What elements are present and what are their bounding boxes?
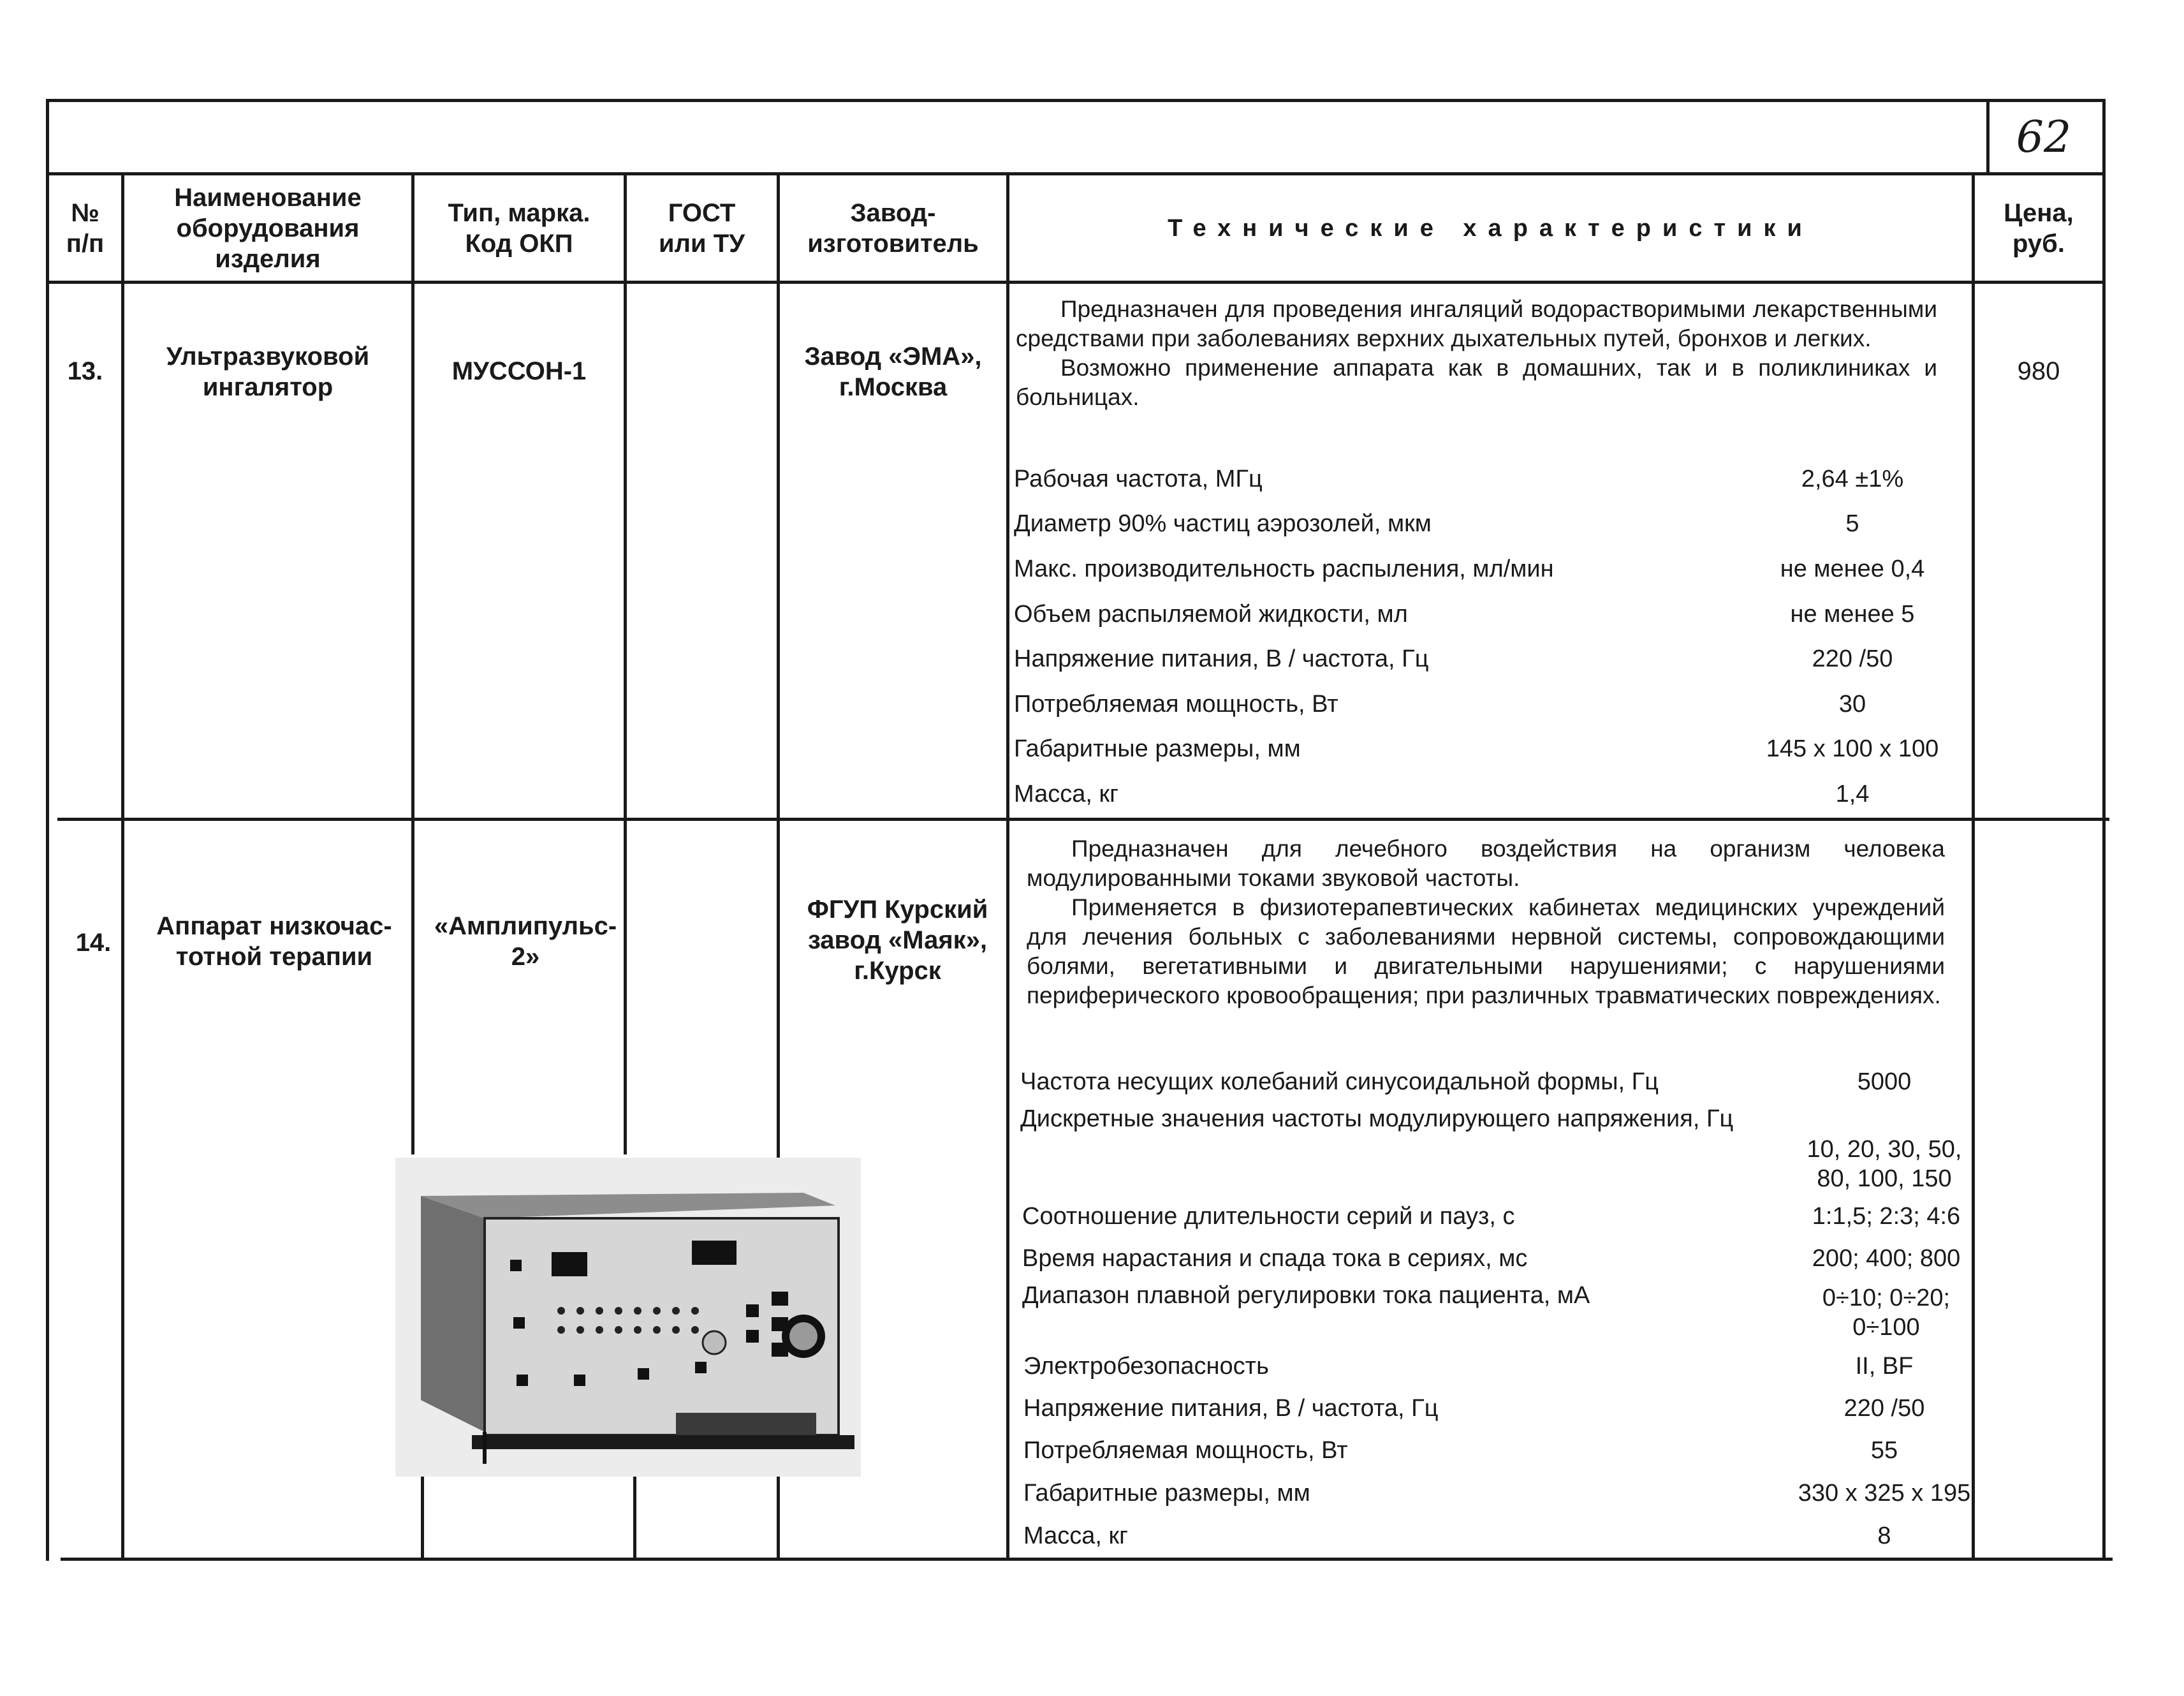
description-paragraph: Применяется в физиотерапевтических кабинетах медицинских учреждений для лечения больных с заболеваниями нервной системы, сопровождающими болями, вегетативными и двигательными нарушениями; с нарушениями периферического кровообращения; при различных травматических повреждениях. bbox=[1027, 894, 1945, 1008]
rule bbox=[1006, 172, 1009, 1561]
price: 980 bbox=[2017, 357, 2060, 385]
spec-value: 10, 20, 30, 50, 80, 100, 150 bbox=[1807, 1136, 1962, 1192]
spec-row bbox=[1020, 1067, 1977, 1098]
header-type: Тип, марка. Код ОКП bbox=[448, 198, 590, 258]
rule bbox=[633, 1477, 636, 1561]
spec-row bbox=[1014, 644, 1970, 675]
header-num: № п/п bbox=[66, 198, 105, 258]
spec-label: Соотношение длительности серий и пауз, с bbox=[1022, 1203, 1515, 1230]
spec-row bbox=[1022, 1244, 1979, 1274]
rule bbox=[57, 818, 2109, 821]
spec-label: Масса, кг bbox=[1014, 781, 1118, 807]
spec-row bbox=[1023, 1436, 1980, 1466]
rule bbox=[46, 99, 2106, 102]
description-paragraph: Предназначен для лечебного воздействия на организм человека модулированными токами звуковой частоты. bbox=[1027, 836, 1945, 891]
spec-value: 220 /50 bbox=[1812, 645, 1893, 672]
row-number: 14. bbox=[75, 929, 112, 957]
manufacturer: Завод «ЭМА», г.Москва bbox=[804, 343, 982, 401]
spec-row bbox=[1014, 689, 1970, 720]
header-maker: Завод- изготовитель bbox=[807, 198, 979, 258]
spec-label: Потребляемая мощность, Вт bbox=[1014, 691, 1338, 718]
spec-value: 30 bbox=[1838, 691, 1866, 718]
spec-value: 145 х 100 х 100 bbox=[1766, 735, 1939, 762]
spec-label: Габаритные размеры, мм bbox=[1023, 1480, 1310, 1507]
spec-row bbox=[1020, 1104, 1977, 1192]
spec-label: Электробезопасность bbox=[1023, 1353, 1269, 1380]
spec-value: не менее 0,4 bbox=[1780, 556, 1925, 582]
header-gost: ГОСТ или ТУ bbox=[658, 198, 745, 258]
spec-label: Масса, кг bbox=[1023, 1523, 1128, 1549]
spec-value: II, BF bbox=[1855, 1353, 1914, 1380]
equipment-name: Ультразвуковой ингалятор bbox=[166, 343, 370, 401]
spec-label: Потребляемая мощность, Вт bbox=[1023, 1437, 1348, 1464]
header-price: Цена, руб. bbox=[2004, 198, 2074, 258]
device-photo bbox=[395, 1158, 861, 1477]
spec-value: 2,64 ±1% bbox=[1801, 466, 1904, 492]
spec-label: Габаритные размеры, мм bbox=[1014, 735, 1301, 762]
spec-row bbox=[1014, 779, 1970, 810]
equipment-name: Аппарат низкочас- тотной терапии bbox=[156, 912, 392, 971]
manufacturer: ФГУП Курский завод «Маяк», г.Курск bbox=[807, 896, 988, 985]
spec-label: Диаметр 90% частиц аэрозолей, мкм bbox=[1014, 510, 1432, 537]
spec-row bbox=[1014, 734, 1970, 765]
header-specs: Технические характеристики bbox=[1168, 214, 1814, 242]
spec-value: не менее 5 bbox=[1790, 601, 1915, 628]
spec-value: 8 bbox=[1877, 1523, 1891, 1549]
row-number: 13. bbox=[67, 357, 103, 385]
spec-value: 220 /50 bbox=[1843, 1395, 1925, 1422]
spec-row bbox=[1022, 1202, 1979, 1232]
spec-label: Частота несущих колебаний синусоидальной формы, Гц bbox=[1020, 1068, 1659, 1095]
equipment-type: МУССОН-1 bbox=[451, 357, 587, 385]
spec-label: Время нарастания и спада тока в сериях, мс bbox=[1022, 1245, 1528, 1272]
spec-label: Дискретные значения частоты модулирующего напряжения, Гц bbox=[1020, 1105, 1734, 1132]
spec-value: 200; 400; 800 bbox=[1812, 1245, 1961, 1272]
spec-row bbox=[1014, 464, 1970, 495]
rule bbox=[624, 172, 627, 1154]
spec-row bbox=[1014, 600, 1970, 630]
spec-label: Напряжение питания, В / частота, Гц bbox=[1014, 645, 1429, 672]
spec-label: Объем распыляемой жидкости, мл bbox=[1014, 601, 1408, 628]
header-name: Наименование оборудования изделия bbox=[174, 183, 362, 273]
spec-value: 55 bbox=[1870, 1437, 1898, 1464]
spec-label: Диапазон плавной регулировки тока пациента, мА bbox=[1022, 1282, 1590, 1309]
spec-row bbox=[1023, 1394, 1980, 1424]
description bbox=[1016, 295, 1937, 412]
spec-value: 5 bbox=[1845, 510, 1859, 537]
rule bbox=[2102, 99, 2106, 1561]
spec-row bbox=[1022, 1281, 1979, 1351]
spec-row bbox=[1014, 509, 1970, 540]
rule bbox=[421, 1477, 424, 1561]
rule bbox=[46, 281, 2106, 284]
spec-value: 1,4 bbox=[1835, 781, 1870, 807]
description-paragraph: Возможно применение аппарата как в домашних, так и в поликлиниках и больницах. bbox=[1016, 355, 1937, 410]
rule bbox=[61, 1558, 2113, 1561]
spec-row bbox=[1023, 1521, 1980, 1552]
spec-label: Рабочая частота, МГц bbox=[1014, 466, 1263, 492]
spec-value: 0÷10; 0÷20; 0÷100 bbox=[1822, 1285, 1951, 1341]
spec-row bbox=[1023, 1352, 1980, 1382]
description-paragraph: Предназначен для проведения ингаляций водорастворимыми лекарственными средствами при заболеваниях верхних дыхательных путей, бронхов и легких. bbox=[1016, 296, 1937, 351]
equipment-type: «Амплипульс- 2» bbox=[434, 912, 617, 971]
page-number: 62 bbox=[2016, 112, 2072, 163]
spec-value: 330 х 325 х 195 bbox=[1798, 1480, 1971, 1507]
spec-label: Напряжение питания, В / частота, Гц bbox=[1023, 1395, 1439, 1422]
spec-value: 1:1,5; 2:3; 4:6 bbox=[1812, 1203, 1961, 1230]
rule bbox=[411, 172, 414, 1154]
spec-row bbox=[1014, 554, 1970, 585]
spec-value: 5000 bbox=[1857, 1068, 1912, 1095]
spec-label: Макс. производительность распыления, мл/мин bbox=[1014, 556, 1554, 582]
spec-row bbox=[1023, 1478, 1980, 1509]
description bbox=[1027, 834, 1945, 1010]
rule bbox=[46, 99, 49, 1561]
